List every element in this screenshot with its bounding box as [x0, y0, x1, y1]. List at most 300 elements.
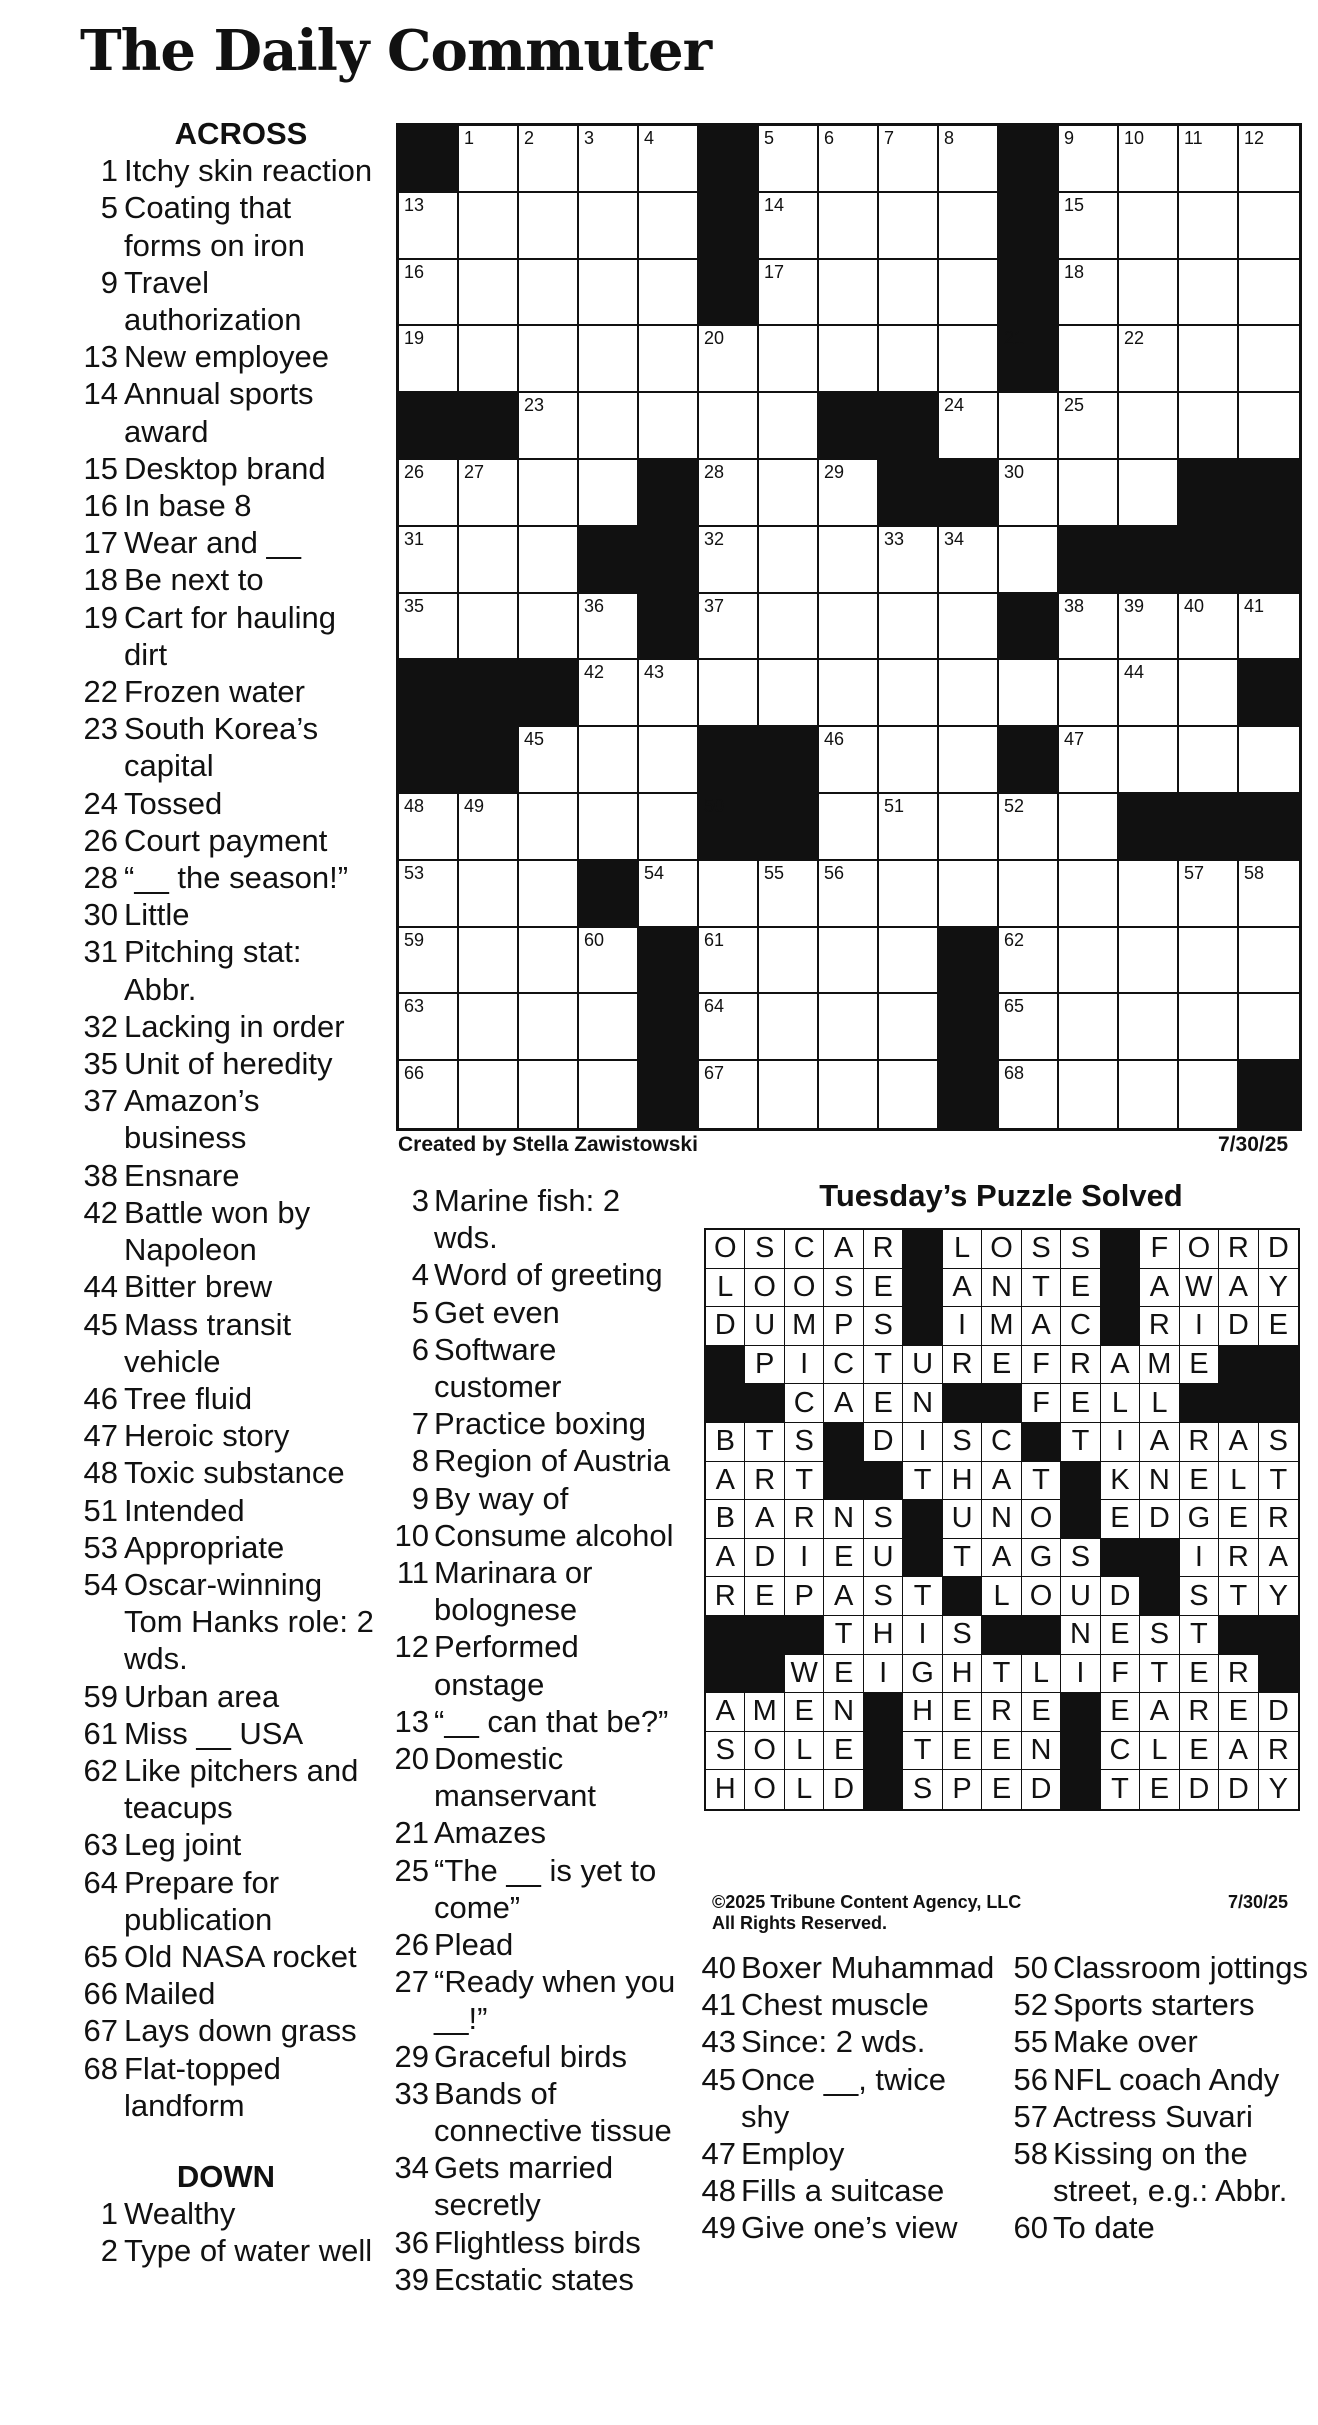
solved-letter: N	[982, 1269, 1021, 1308]
grid-cell[interactable]	[1179, 861, 1239, 928]
clue-text: Urban area	[124, 1678, 280, 1714]
grid-cell[interactable]	[1239, 861, 1299, 928]
solved-letter: N	[903, 1384, 942, 1423]
clue-item	[384, 2224, 686, 2261]
grid-cell[interactable]	[399, 460, 459, 527]
grid-cell[interactable]	[759, 326, 819, 393]
grid-cell[interactable]	[939, 660, 999, 727]
grid-cell[interactable]	[999, 861, 1059, 928]
grid-cell[interactable]	[939, 794, 999, 861]
grid-cell[interactable]	[399, 794, 459, 861]
grid-cell[interactable]	[819, 660, 879, 727]
clue-number: 45	[701, 2061, 736, 2097]
black-square	[699, 126, 759, 193]
cell-number: 52	[1004, 795, 1025, 816]
solved-puzzle-title: Tuesday’s Puzzle Solved	[819, 1178, 1183, 1213]
grid-cell[interactable]	[519, 193, 579, 260]
grid-cell[interactable]	[1179, 193, 1239, 260]
grid-cell[interactable]	[1179, 393, 1239, 460]
grid-cell[interactable]	[1179, 928, 1239, 995]
grid-cell[interactable]	[699, 326, 759, 393]
grid-cell[interactable]	[1059, 928, 1119, 995]
grid-cell[interactable]	[939, 126, 999, 193]
grid-cell[interactable]	[699, 393, 759, 460]
cell-number: 45	[524, 729, 545, 750]
solved-letter: E	[982, 1346, 1021, 1385]
grid-cell[interactable]	[1059, 594, 1119, 661]
black-square	[519, 660, 579, 727]
grid-cell[interactable]	[459, 126, 519, 193]
solved-letter: E	[1101, 1500, 1140, 1539]
clue-item	[384, 2075, 686, 2149]
grid-cell[interactable]	[759, 994, 819, 1061]
grid-cell[interactable]	[879, 794, 939, 861]
solved-letter: E	[864, 1269, 903, 1308]
across-heading: ACROSS	[174, 116, 308, 151]
grid-cell[interactable]	[639, 393, 699, 460]
clue-text: Wealthy	[124, 2196, 236, 2232]
grid-cell[interactable]	[999, 928, 1059, 995]
clue-number: 42	[83, 1194, 118, 1230]
grid-cell[interactable]	[759, 594, 819, 661]
grid-cell[interactable]	[1119, 928, 1179, 995]
grid-cell[interactable]	[399, 861, 459, 928]
clue-text: Type of water well	[124, 2233, 373, 2269]
grid-cell[interactable]	[759, 928, 819, 995]
grid-cell[interactable]	[1239, 928, 1299, 995]
solved-black-square	[1101, 1539, 1140, 1578]
grid-cell[interactable]	[939, 326, 999, 393]
clue-item	[384, 1554, 686, 1628]
clue-number: 30	[83, 897, 118, 933]
grid-cell[interactable]	[1239, 393, 1299, 460]
grid-cell[interactable]	[1059, 727, 1119, 794]
clue-text: Region of Austria	[434, 1443, 671, 1479]
clue-text: Since: 2 wds.	[741, 2024, 926, 2060]
grid-cell[interactable]	[1059, 326, 1119, 393]
clue-number: 2	[100, 2233, 118, 2269]
clue-item	[1008, 2098, 1313, 2135]
grid-cell[interactable]	[1239, 260, 1299, 327]
solved-letter: T	[943, 1539, 982, 1578]
grid-cell[interactable]	[1059, 393, 1119, 460]
grid-cell[interactable]	[519, 794, 579, 861]
solved-letter: A	[1219, 1423, 1258, 1462]
solved-letter: T	[903, 1462, 942, 1501]
grid-cell[interactable]	[399, 260, 459, 327]
grid-cell[interactable]	[1119, 393, 1179, 460]
grid-cell[interactable]	[399, 928, 459, 995]
grid-cell[interactable]	[879, 260, 939, 327]
grid-cell[interactable]	[879, 861, 939, 928]
clue-item	[76, 1864, 376, 1938]
grid-cell[interactable]	[1059, 861, 1119, 928]
clue-text: Bitter brew	[124, 1269, 273, 1305]
grid-cell[interactable]	[1239, 126, 1299, 193]
grid-cell[interactable]	[639, 660, 699, 727]
grid-cell[interactable]	[579, 928, 639, 995]
cell-number: 2	[524, 128, 535, 148]
grid-cell[interactable]	[759, 393, 819, 460]
grid-cell[interactable]	[1059, 193, 1119, 260]
grid-cell[interactable]	[399, 1061, 459, 1128]
grid-cell[interactable]	[1179, 260, 1239, 327]
solved-letter: E	[864, 1384, 903, 1423]
cell-number: 17	[764, 261, 785, 282]
grid-cell[interactable]	[519, 861, 579, 928]
grid-cell[interactable]	[579, 1061, 639, 1128]
clue-number: 3	[411, 1183, 429, 1218]
solved-letter: I	[943, 1307, 982, 1346]
grid-cell[interactable]	[939, 861, 999, 928]
clue-item	[76, 2195, 376, 2232]
cell-number: 49	[464, 795, 485, 816]
grid-cell[interactable]	[1119, 126, 1179, 193]
solved-letter: S	[1061, 1230, 1100, 1269]
grid-cell[interactable]	[1059, 994, 1119, 1061]
grid-cell[interactable]	[939, 727, 999, 794]
grid-cell[interactable]	[999, 393, 1059, 460]
solved-letter: T	[785, 1462, 824, 1501]
grid-cell[interactable]	[459, 594, 519, 661]
grid-cell[interactable]	[819, 326, 879, 393]
solved-letter: H	[864, 1616, 903, 1655]
grid-cell[interactable]	[1179, 994, 1239, 1061]
clue-text: Plead	[434, 1927, 514, 1963]
grid-cell[interactable]	[819, 994, 879, 1061]
grid-cell[interactable]	[1239, 994, 1299, 1061]
grid-cell[interactable]	[819, 594, 879, 661]
grid-cell[interactable]	[999, 794, 1059, 861]
solved-letter: E	[1180, 1346, 1219, 1385]
grid-cell[interactable]	[819, 861, 879, 928]
solved-letter: U	[864, 1539, 903, 1578]
grid-cell[interactable]	[399, 326, 459, 393]
clue-number: 37	[83, 1083, 118, 1119]
clue-number: 20	[394, 1741, 429, 1777]
grid-cell[interactable]	[999, 660, 1059, 727]
clue-item	[76, 264, 376, 338]
clue-number: 28	[83, 860, 118, 896]
grid-cell[interactable]	[579, 460, 639, 527]
grid-cell[interactable]	[1119, 193, 1179, 260]
cell-number: 19	[404, 328, 425, 349]
grid-cell[interactable]	[459, 1061, 519, 1128]
grid-cell[interactable]	[819, 193, 879, 260]
grid-cell[interactable]	[999, 994, 1059, 1061]
grid-cell[interactable]	[1239, 594, 1299, 661]
solved-letter: A	[1101, 1346, 1140, 1385]
solved-letter: R	[706, 1577, 745, 1616]
grid-cell[interactable]	[519, 126, 579, 193]
cell-number: 9	[1064, 128, 1075, 148]
clue-text: Pitching stat: Abbr.	[124, 934, 302, 1007]
grid-cell[interactable]	[639, 794, 699, 861]
grid-cell[interactable]	[519, 326, 579, 393]
grid-cell[interactable]	[459, 994, 519, 1061]
grid-cell[interactable]	[459, 326, 519, 393]
clue-number: 48	[701, 2173, 736, 2209]
grid-cell[interactable]	[1059, 260, 1119, 327]
page-title: The Daily Commuter	[80, 18, 712, 84]
clue-number: 64	[83, 1864, 118, 1900]
solved-letter: E	[1180, 1462, 1219, 1501]
solved-letter: D	[706, 1307, 745, 1346]
clue-item	[1008, 2209, 1313, 2246]
solved-black-square	[903, 1269, 942, 1308]
clue-item	[76, 1008, 376, 1045]
grid-cell[interactable]	[519, 928, 579, 995]
grid-cell[interactable]	[459, 193, 519, 260]
solved-letter: R	[1061, 1346, 1100, 1385]
grid-cell[interactable]	[399, 527, 459, 594]
solved-black-square	[745, 1616, 784, 1655]
black-square	[1179, 794, 1239, 861]
black-square	[459, 393, 519, 460]
grid-cell[interactable]	[639, 126, 699, 193]
grid-cell[interactable]	[639, 193, 699, 260]
grid-cell[interactable]	[999, 1061, 1059, 1128]
clue-number: 1	[100, 153, 118, 189]
grid-cell[interactable]	[1059, 660, 1119, 727]
grid-cell[interactable]	[699, 594, 759, 661]
cell-number: 43	[644, 662, 665, 683]
grid-cell[interactable]	[1119, 594, 1179, 661]
grid-cell[interactable]	[1119, 326, 1179, 393]
clue-number: 53	[83, 1529, 118, 1565]
grid-cell[interactable]	[879, 660, 939, 727]
black-square	[639, 928, 699, 995]
clue-item	[384, 1814, 686, 1851]
grid-cell[interactable]	[1119, 861, 1179, 928]
clue-number: 13	[394, 1703, 429, 1739]
solved-letter: L	[943, 1230, 982, 1269]
grid-cell[interactable]	[579, 727, 639, 794]
grid-cell[interactable]	[759, 527, 819, 594]
grid-cell[interactable]	[1179, 1061, 1239, 1128]
clue-text: Flightless birds	[434, 2224, 641, 2260]
grid-cell[interactable]	[1239, 193, 1299, 260]
solved-letter: T	[1140, 1655, 1179, 1694]
grid-cell[interactable]	[459, 260, 519, 327]
grid-cell[interactable]	[399, 994, 459, 1061]
solved-letter: D	[1259, 1230, 1298, 1269]
cell-number: 16	[404, 261, 425, 282]
grid-cell[interactable]	[759, 1061, 819, 1128]
grid-cell[interactable]	[879, 994, 939, 1061]
grid-cell[interactable]	[1119, 460, 1179, 527]
clue-number: 49	[701, 2210, 736, 2246]
grid-cell[interactable]	[519, 393, 579, 460]
solved-letter: T	[1259, 1462, 1298, 1501]
clue-number: 13	[83, 339, 118, 375]
clue-number: 38	[83, 1157, 118, 1193]
solved-black-square	[1101, 1269, 1140, 1308]
grid-cell[interactable]	[879, 193, 939, 260]
grid-cell[interactable]	[699, 861, 759, 928]
grid-cell[interactable]	[759, 193, 819, 260]
grid-cell[interactable]	[639, 727, 699, 794]
solved-letter: O	[1180, 1230, 1219, 1269]
grid-cell[interactable]	[579, 660, 639, 727]
grid-cell[interactable]	[819, 727, 879, 794]
solved-black-square	[745, 1384, 784, 1423]
grid-cell[interactable]	[1119, 260, 1179, 327]
clue-number: 47	[83, 1418, 118, 1454]
grid-cell[interactable]	[759, 861, 819, 928]
grid-cell[interactable]	[519, 727, 579, 794]
grid-cell[interactable]	[1059, 794, 1119, 861]
grid-cell[interactable]	[879, 1061, 939, 1128]
grid-cell[interactable]	[579, 260, 639, 327]
grid-cell[interactable]	[1119, 1061, 1179, 1128]
clue-item	[76, 1306, 376, 1380]
clue-text: Cart for hauling dirt	[124, 599, 336, 672]
grid-cell[interactable]	[1239, 727, 1299, 794]
grid-cell[interactable]	[939, 193, 999, 260]
solved-letter: E	[824, 1732, 863, 1771]
grid-cell[interactable]	[579, 794, 639, 861]
grid-cell[interactable]	[579, 193, 639, 260]
grid-cell[interactable]	[519, 1061, 579, 1128]
grid-cell[interactable]	[639, 260, 699, 327]
grid-cell[interactable]	[819, 126, 879, 193]
solved-letter: U	[745, 1307, 784, 1346]
grid-cell[interactable]	[399, 594, 459, 661]
clue-number: 62	[83, 1752, 118, 1788]
grid-cell[interactable]	[759, 460, 819, 527]
grid-cell[interactable]	[1179, 326, 1239, 393]
grid-cell[interactable]	[1059, 460, 1119, 527]
grid-cell[interactable]	[999, 527, 1059, 594]
clue-number: 36	[394, 2224, 429, 2260]
grid-cell[interactable]	[519, 594, 579, 661]
grid-cell[interactable]	[1179, 660, 1239, 727]
clue-number: 34	[394, 2150, 429, 2186]
grid-cell[interactable]	[459, 861, 519, 928]
solved-letter: G	[903, 1655, 942, 1694]
grid-cell[interactable]	[759, 660, 819, 727]
solved-letter: D	[745, 1539, 784, 1578]
black-square	[639, 994, 699, 1061]
grid-cell[interactable]	[699, 1061, 759, 1128]
grid-cell[interactable]	[939, 527, 999, 594]
grid-cell[interactable]	[999, 460, 1059, 527]
grid-cell[interactable]	[1179, 727, 1239, 794]
clue-text: Make over	[1053, 2024, 1198, 2060]
cell-number: 54	[644, 862, 665, 883]
copyright-line: ©2025 Tribune Content Agency, LLC	[712, 1892, 1022, 1912]
grid-cell[interactable]	[879, 727, 939, 794]
grid-cell[interactable]	[519, 260, 579, 327]
grid-cell[interactable]	[879, 527, 939, 594]
cell-number: 32	[704, 528, 725, 549]
grid-cell[interactable]	[1119, 660, 1179, 727]
grid-cell[interactable]	[459, 794, 519, 861]
grid-cell[interactable]	[699, 660, 759, 727]
grid-cell[interactable]	[1119, 994, 1179, 1061]
black-square	[999, 594, 1059, 661]
grid-cell[interactable]	[519, 527, 579, 594]
grid-cell[interactable]	[459, 460, 519, 527]
grid-cell[interactable]	[459, 527, 519, 594]
grid-cell[interactable]	[939, 393, 999, 460]
grid-cell[interactable]	[1059, 126, 1119, 193]
solved-letter: E	[745, 1577, 784, 1616]
grid-cell[interactable]	[819, 460, 879, 527]
grid-cell[interactable]	[639, 326, 699, 393]
grid-cell[interactable]	[819, 928, 879, 995]
grid-cell[interactable]	[459, 928, 519, 995]
grid-cell[interactable]	[819, 260, 879, 327]
grid-cell[interactable]	[759, 126, 819, 193]
grid-cell[interactable]	[579, 393, 639, 460]
grid-cell[interactable]	[1239, 326, 1299, 393]
grid-cell[interactable]	[759, 260, 819, 327]
grid-cell[interactable]	[399, 193, 459, 260]
grid-cell[interactable]	[699, 994, 759, 1061]
grid-cell[interactable]	[1119, 727, 1179, 794]
solved-letter: O	[745, 1269, 784, 1308]
black-square	[699, 794, 759, 861]
solved-letter: E	[943, 1732, 982, 1771]
grid-cell[interactable]	[639, 861, 699, 928]
grid-cell[interactable]	[879, 126, 939, 193]
grid-cell[interactable]	[1179, 126, 1239, 193]
solved-letter: T	[745, 1423, 784, 1462]
clue-text: New employee	[124, 339, 330, 375]
grid-cell[interactable]	[1059, 1061, 1119, 1128]
cell-number: 1	[464, 128, 475, 148]
grid-cell[interactable]	[579, 994, 639, 1061]
cell-number: 10	[1124, 128, 1145, 148]
clue-number: 11	[396, 1555, 429, 1591]
solved-black-square	[903, 1500, 942, 1539]
grid-cell[interactable]	[579, 126, 639, 193]
grid-cell[interactable]	[519, 460, 579, 527]
grid-cell[interactable]	[1179, 594, 1239, 661]
grid-cell[interactable]	[819, 1061, 879, 1128]
grid-cell[interactable]	[579, 326, 639, 393]
cell-number: 48	[404, 795, 425, 816]
clue-text: Actress Suvari	[1053, 2098, 1253, 2134]
cell-number: 15	[1064, 194, 1085, 215]
solved-letter: A	[943, 1269, 982, 1308]
solved-black-square	[1061, 1770, 1100, 1809]
solved-black-square	[864, 1693, 903, 1732]
grid-cell[interactable]	[519, 994, 579, 1061]
grid-cell[interactable]	[819, 794, 879, 861]
grid-cell[interactable]	[879, 928, 939, 995]
solved-letter: S	[824, 1269, 863, 1308]
grid-cell[interactable]	[879, 326, 939, 393]
clue-number: 61	[83, 1715, 118, 1751]
clue-text: Performed onstage	[434, 1629, 579, 1702]
clue-text: Bands of connective tissue	[434, 2075, 672, 2149]
grid-cell[interactable]	[819, 527, 879, 594]
grid-cell[interactable]	[879, 594, 939, 661]
grid-cell[interactable]	[939, 260, 999, 327]
grid-cell[interactable]	[699, 928, 759, 995]
grid-cell[interactable]	[939, 594, 999, 661]
solved-black-square	[1022, 1423, 1061, 1462]
solved-letter: T	[903, 1732, 942, 1771]
grid-cell[interactable]	[699, 527, 759, 594]
clue-number: 68	[83, 2050, 118, 2086]
clue-number: 31	[83, 934, 118, 970]
grid-cell[interactable]	[579, 594, 639, 661]
grid-cell[interactable]	[699, 460, 759, 527]
